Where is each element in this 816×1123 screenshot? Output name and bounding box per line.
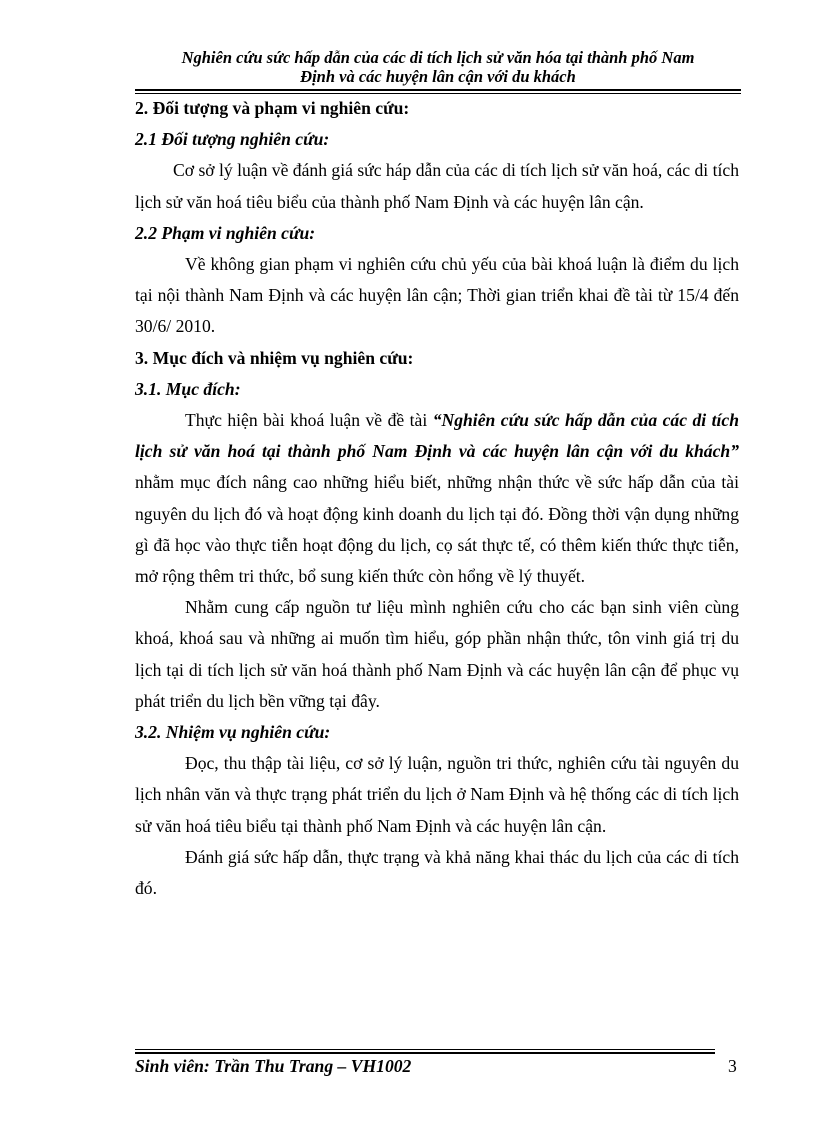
thesis-title-quote: “Nghiên cứu sức hấp dẫn của các di tích lịch sử văn hoá tại thành phố Nam Định và các huyện lân cận với du khách” — [135, 410, 739, 462]
section-3-1-paragraph-2: Nhằm cung cấp nguồn tư liệu mình nghiên cứu cho các bạn sinh viên cùng khoá, khoá sau và những ai muốn tìm hiểu, góp phần nhận thức, tôn vinh giá trị du lịch tại di tích lịch sử văn hoá thành phố Nam Định và các huyện lân cận để phục vụ phát triển du lịch bền vững tại đây. — [135, 597, 739, 711]
section-2-1-paragraph: Cơ sở lý luận về đánh giá sức háp dẫn của các di tích lịch sử văn hoá, các di tích lịch sử văn hoá tiêu biểu của thành phố Nam Định và các huyện lân cận. — [135, 160, 739, 212]
section-2-2-heading: 2.2 Phạm vi nghiên cứu: — [135, 222, 316, 243]
paragraph-rest: nhằm mục đích nâng cao những hiểu biết, những nhận thức về sức hấp dẫn của tài nguyên du lịch đó và hoạt động kinh doanh du lịch tại đó. Đồng thời vận dụng những gì đã học vào thực tiễn hoạt động du lịch, cọ sát thực tế, có thêm kiến thức thực tiễn, mở rộng thêm tri thức, bổ sung kiến thức còn hổng về lý thuyết. — [135, 472, 739, 587]
section-3-1-heading: 3.1. Mục đích: — [135, 378, 241, 399]
section-2-heading: 2. Đối tượng và phạm vi nghiên cứu: — [135, 98, 410, 118]
document-body — [135, 93, 739, 904]
footer-author: Sinh viên: Trần Thu Trang – VH1002 — [135, 1056, 412, 1076]
section-3-2-paragraph-2: Đánh giá sức hấp dẫn, thực trạng và khả năng khai thác du lịch của các di tích đó. — [135, 846, 739, 899]
footer-rule-thin — [135, 1049, 715, 1050]
running-header — [135, 48, 741, 86]
section-2-1-heading: 2.1 Đối tượng nghiên cứu: — [135, 129, 330, 150]
page-number: 3 — [728, 1056, 737, 1076]
section-3-2-heading: 3.2. Nhiệm vụ nghiên cứu: — [135, 722, 331, 743]
section-3-2-paragraph-1: Đọc, thu thập tài liệu, cơ sở lý luận, nguồn tri thức, nghiên cứu tài nguyên du lịch nhân văn và thực trạng phát triển du lịch ở Nam Định và hệ thống các di tích lịch sử văn hoá tiêu biểu tại thành phố Nam Định và các huyện lân cận. — [135, 753, 739, 836]
section-2-2-paragraph: Về không gian phạm vi nghiên cứu chủ yếu của bài khoá luận là điểm du lịch tại nội thành Nam Định và các huyện lân cận; Thời gian triển khai đề tài từ 15/4 đến 30/6/ 2010. — [135, 254, 739, 337]
header-line-1: Nghiên cứu sức hấp dẫn của các di tích lịch sử văn hóa tại thành phố Nam — [181, 48, 695, 67]
section-3-heading: 3. Mục đích và nhiệm vụ nghiên cứu: — [135, 347, 414, 368]
header-rule-thick — [135, 89, 741, 91]
section-3-1-paragraph-1 — [135, 405, 739, 592]
header-line-2: Định và các huyện lân cận với du khách — [300, 67, 576, 86]
paragraph-intro: Thực hiện bài khoá luận về đề tài — [185, 410, 433, 431]
